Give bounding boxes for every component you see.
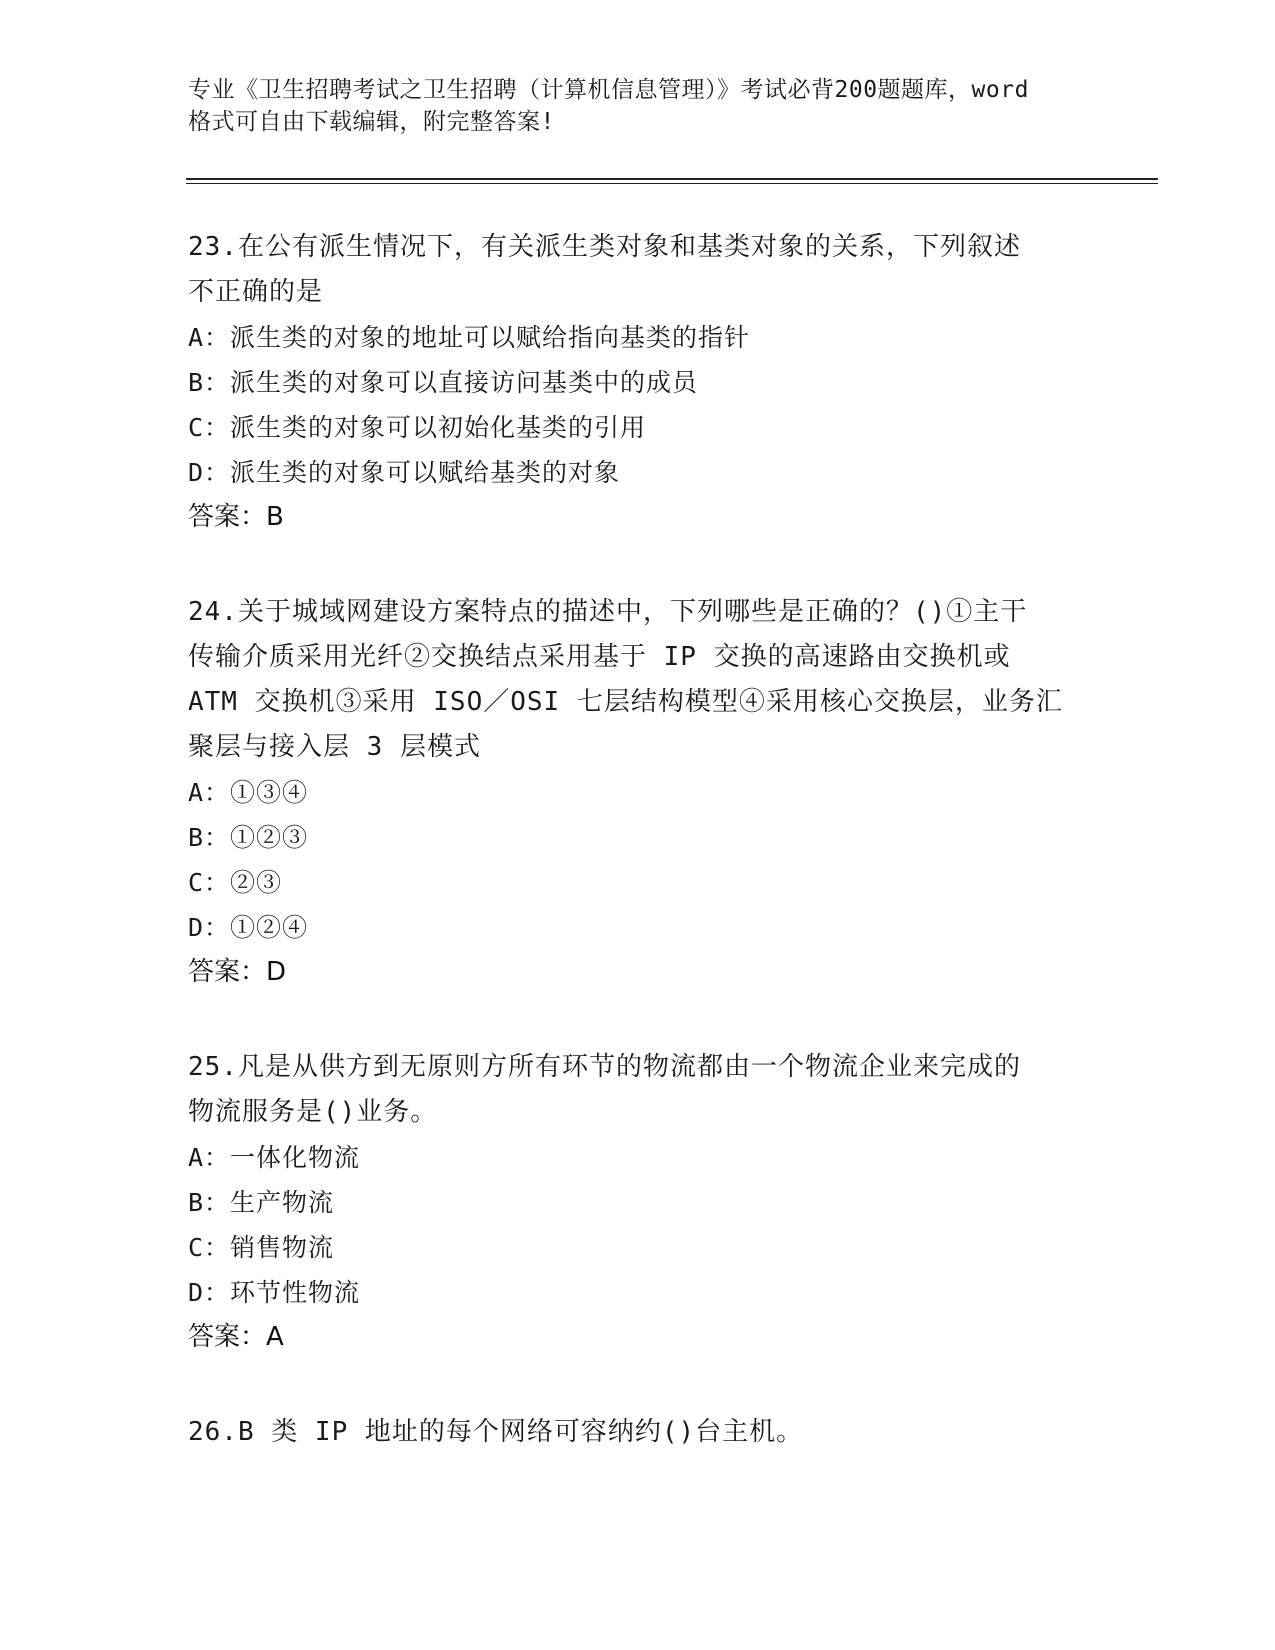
question-text: 不正确的是 xyxy=(188,277,324,307)
question-text: 传输介质采用光纤②交换结点采用基于 IP 交换的高速路由交换机或 xyxy=(188,642,1011,672)
answer-label: 答案：A xyxy=(188,1322,284,1352)
option-b: B：生产物流 xyxy=(188,1188,335,1217)
question-text: 25.凡是从供方到无原则方所有环节的物流都由一个物流企业来完成的 xyxy=(188,1052,1021,1082)
question-text: 23.在公有派生情况下，有关派生类对象和基类对象的关系，下列叙述 xyxy=(188,232,1021,262)
option-d: D：环节性物流 xyxy=(188,1278,361,1307)
option-c: C：派生类的对象可以初始化基类的引用 xyxy=(188,413,647,442)
option-d: D：①②④ xyxy=(188,913,309,942)
question-text: 26.B 类 IP 地址的每个网络可容纳约()台主机。 xyxy=(188,1417,804,1447)
question-text: 聚层与接入层 3 层模式 xyxy=(188,732,481,762)
option-c: C：销售物流 xyxy=(188,1233,335,1262)
option-a: A：派生类的对象的地址可以赋给指向基类的指针 xyxy=(188,323,751,352)
question-text: ATM 交换机③采用 ISO／OSI 七层结构模型④采用核心交换层，业务汇 xyxy=(188,687,1063,717)
option-b: B：派生类的对象可以直接访问基类中的成员 xyxy=(188,368,699,397)
question-text: 24.关于城域网建设方案特点的描述中，下列哪些是正确的？()①主干 xyxy=(188,597,1028,627)
header-line: 格式可自由下载编辑，附完整答案! xyxy=(188,109,555,135)
option-a: A：一体化物流 xyxy=(188,1143,361,1172)
option-d: D：派生类的对象可以赋给基类的对象 xyxy=(188,458,621,487)
option-b: B：①②③ xyxy=(188,823,309,852)
answer-label: 答案：B xyxy=(188,502,284,532)
option-a: A：①③④ xyxy=(188,778,309,807)
question-text: 物流服务是()业务。 xyxy=(188,1097,438,1127)
header-divider xyxy=(186,178,1158,180)
header-line: 专业《卫生招聘考试之卫生招聘（计算机信息管理）》考试必背200题题库，word xyxy=(188,77,1029,103)
option-c: C：②③ xyxy=(188,868,283,897)
document-header xyxy=(188,74,1088,138)
header-divider xyxy=(186,183,1158,184)
answer-label: 答案：D xyxy=(188,957,287,987)
